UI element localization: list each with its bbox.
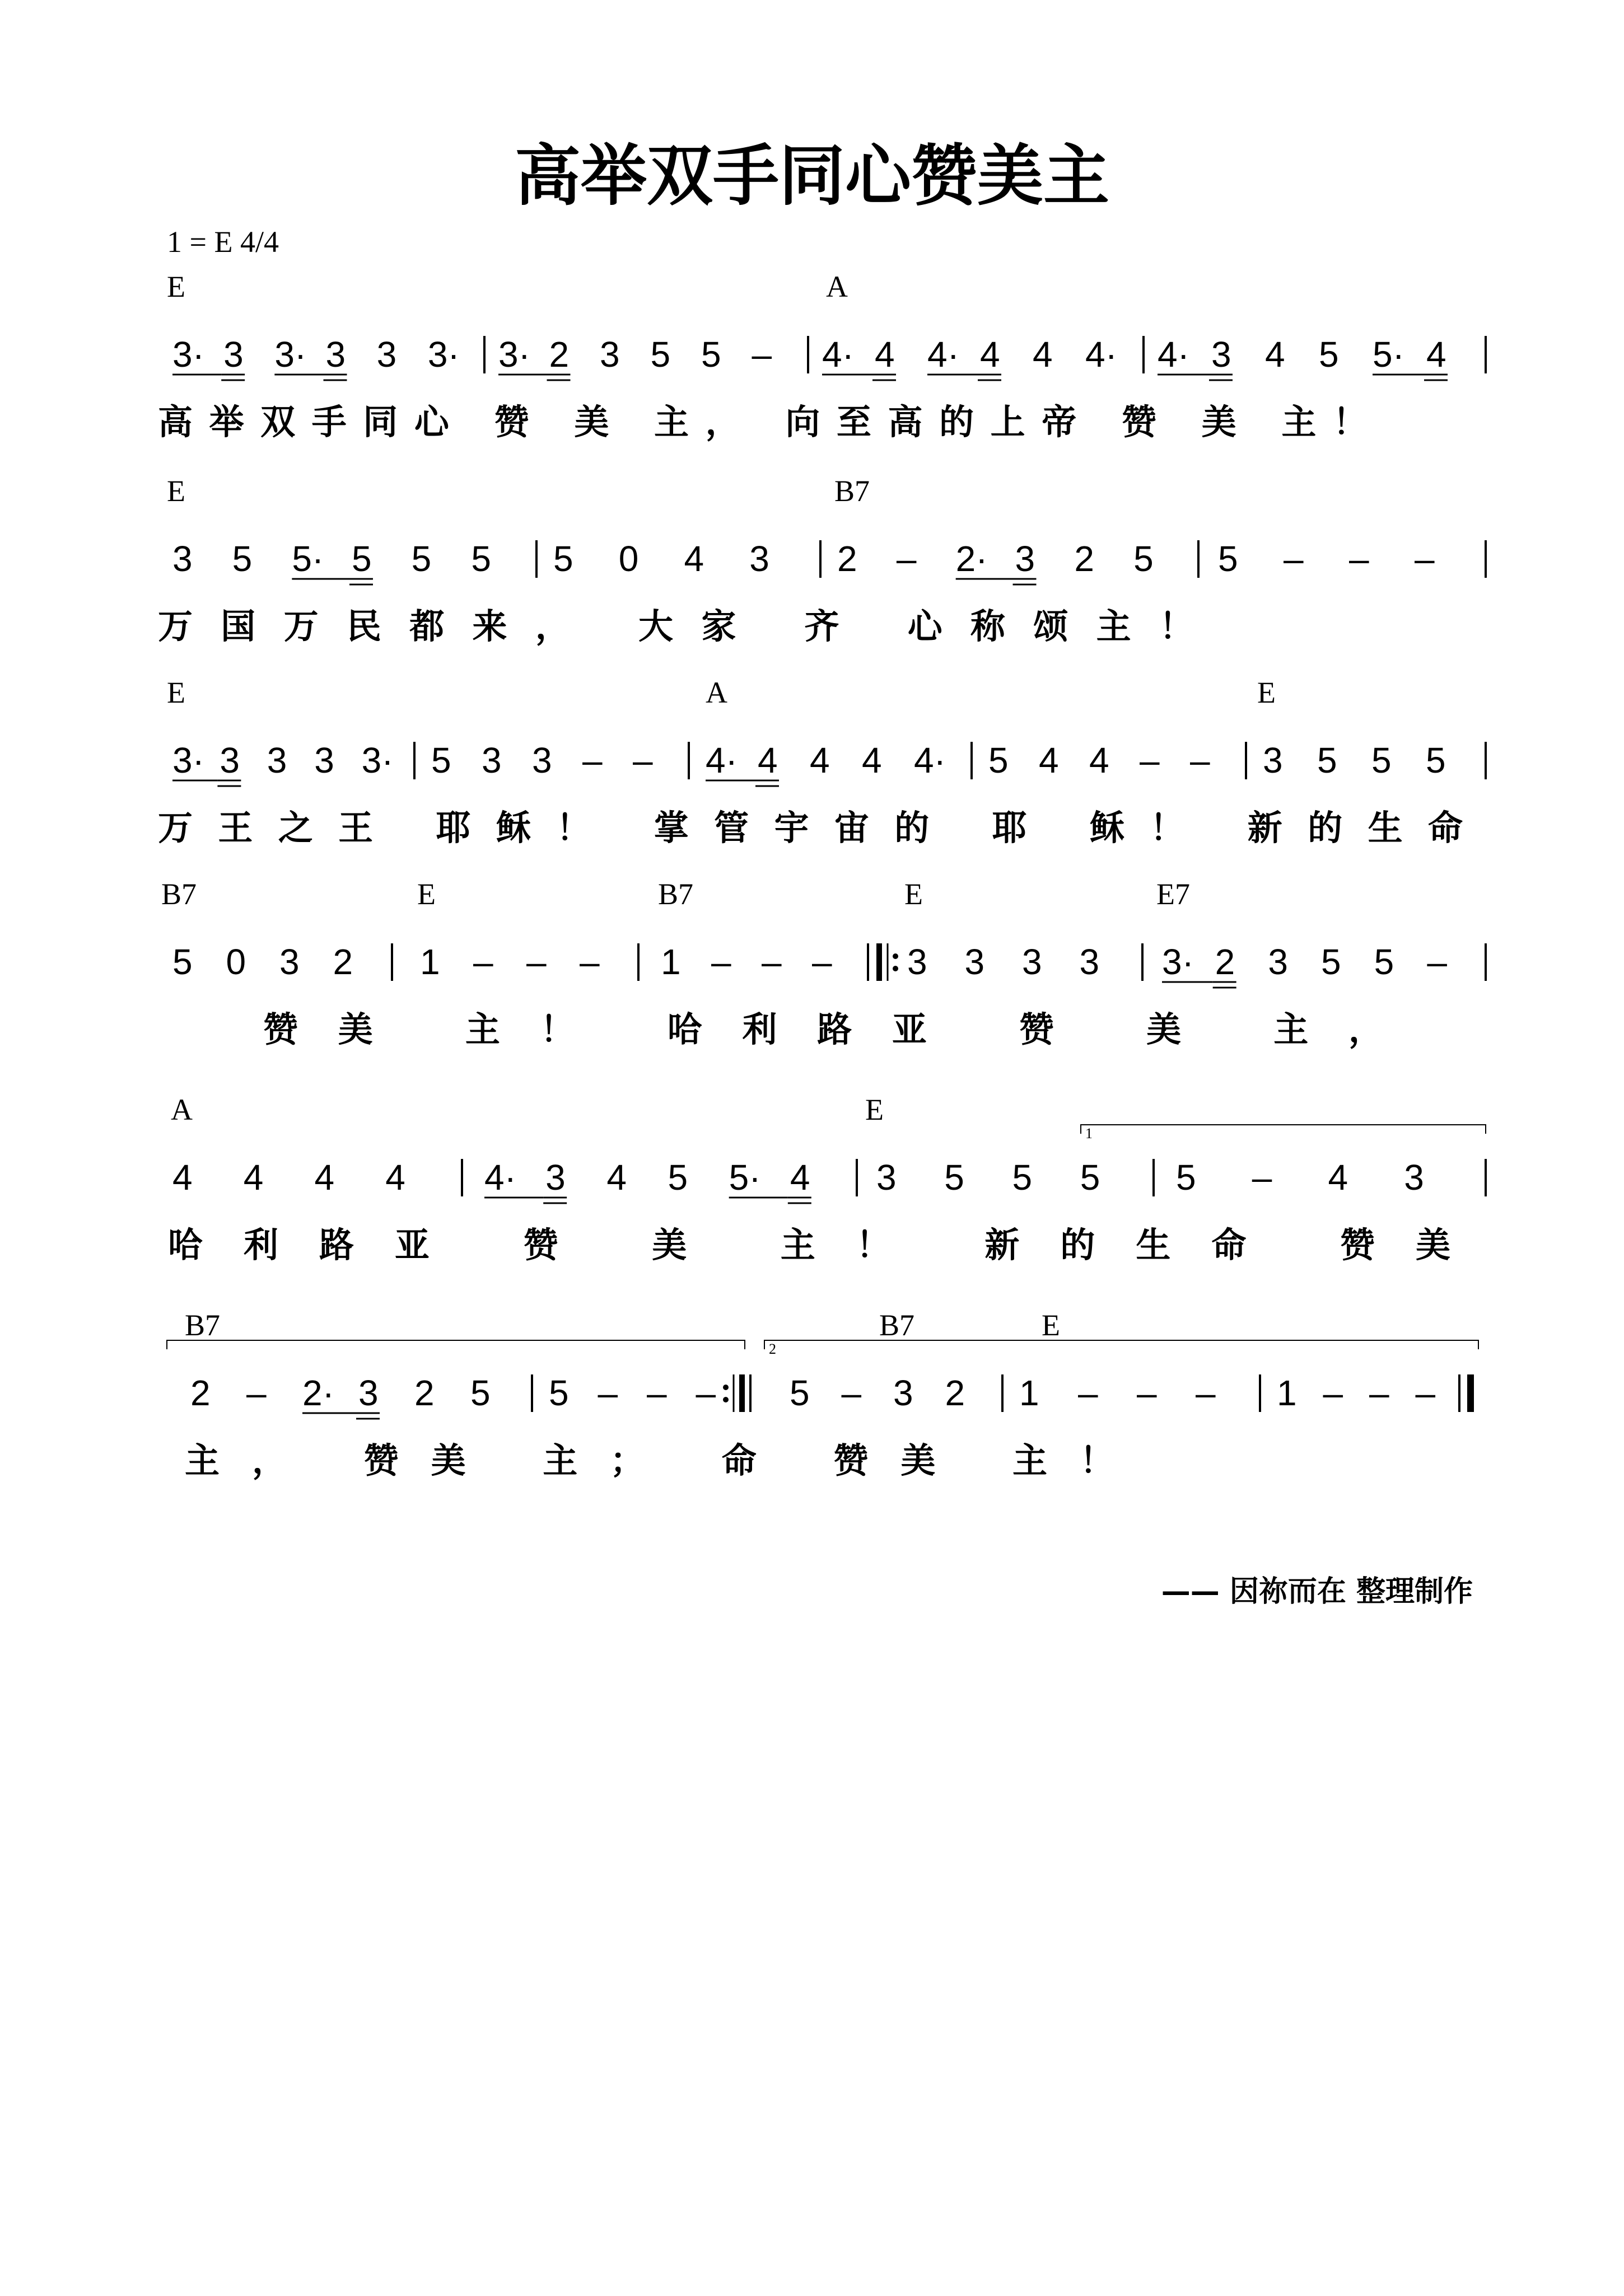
repeat-dot xyxy=(723,1385,729,1390)
note-digit: 0 xyxy=(226,942,246,982)
note-digit: 2 xyxy=(945,1373,965,1413)
volta-number: 1 xyxy=(1085,1125,1093,1142)
note-digit: 3 xyxy=(325,334,346,375)
note-digit: 3 xyxy=(223,334,244,375)
dash-extension: – xyxy=(1415,1373,1436,1413)
dash-extension: – xyxy=(711,942,731,982)
score-row xyxy=(158,270,1486,442)
note-digit: 2· xyxy=(955,539,988,579)
note-digit: 3 xyxy=(1015,539,1035,579)
note-digit: 4 xyxy=(1039,740,1059,780)
note-digit: 4· xyxy=(1158,334,1189,375)
score-rows xyxy=(158,270,1486,1481)
note-digit: 2 xyxy=(837,539,857,579)
chord-symbol: B7 xyxy=(185,1308,221,1342)
note-digit: 4 xyxy=(790,1157,810,1198)
note-digit: 4 xyxy=(1033,334,1053,375)
note-digit: 3 xyxy=(1079,942,1100,982)
note-digit: 2 xyxy=(333,942,353,982)
note-digit: 3 xyxy=(893,1373,913,1413)
note-digit: 5· xyxy=(1373,334,1404,375)
note-digit: 4 xyxy=(606,1157,627,1198)
note-digit: 4 xyxy=(862,740,882,780)
note-digit: 3· xyxy=(172,334,204,375)
dash-extension: – xyxy=(598,1373,618,1413)
repeat-dot xyxy=(893,953,898,959)
chord-symbol: E xyxy=(1257,676,1276,709)
lyric-line: 万国万民都来， 大家 齐 心称颂主！ xyxy=(158,606,1194,647)
note-digit: 3 xyxy=(279,942,300,982)
note-digit: 3 xyxy=(172,539,193,579)
dash-extension: – xyxy=(526,942,547,982)
note-digit: 5 xyxy=(1176,1157,1196,1198)
dash-extension: – xyxy=(1427,942,1447,982)
note-digit: 5 xyxy=(988,740,1009,780)
chord-symbol: B7 xyxy=(161,877,197,911)
note-digit: 4· xyxy=(927,334,959,375)
note-digit: 5· xyxy=(292,539,324,579)
note-digit: 4 xyxy=(1265,334,1285,375)
dash-extension: – xyxy=(1369,1373,1389,1413)
chord-symbol: E xyxy=(167,474,185,508)
dash-extension: – xyxy=(752,334,772,375)
note-digit: 4 xyxy=(1426,334,1446,375)
note-digit: 3 xyxy=(1404,1157,1424,1198)
note-digit: 5 xyxy=(411,539,432,579)
note-digit: 5 xyxy=(1218,539,1238,579)
lyric-line: 哈利路亚 赞 美 主！ 新的生命 赞美 xyxy=(168,1224,1450,1265)
note-digit: 3 xyxy=(1268,942,1288,982)
volta-bracket xyxy=(1081,1125,1486,1134)
note-digit: 3 xyxy=(964,942,985,982)
note-digit: 5 xyxy=(1080,1157,1100,1198)
note-digit: 2 xyxy=(190,1373,211,1413)
chord-symbol: E xyxy=(1042,1308,1060,1342)
note-digit: 5· xyxy=(729,1157,761,1198)
note-digit: 4 xyxy=(314,1157,335,1198)
note-digit: 5 xyxy=(1319,334,1339,375)
dash-extension: – xyxy=(696,1373,716,1413)
chord-symbol: B7 xyxy=(879,1308,915,1342)
dash-extension: – xyxy=(1284,539,1304,579)
note-digit: 1 xyxy=(1277,1373,1297,1413)
dash-extension: – xyxy=(582,740,603,780)
dash-extension: – xyxy=(1323,1373,1343,1413)
score-row xyxy=(158,474,1486,647)
note-digit: 5 xyxy=(1133,539,1154,579)
note-digit: 5 xyxy=(701,334,721,375)
note-digit: 3· xyxy=(361,740,394,780)
note-digit: 3 xyxy=(267,740,287,780)
note-digit: 2· xyxy=(302,1373,334,1413)
dash-extension: – xyxy=(1190,740,1210,780)
note-digit: 5 xyxy=(1371,740,1392,780)
final-bar-thick xyxy=(1467,1374,1474,1412)
note-digit: 3 xyxy=(876,1157,897,1198)
dash-extension: – xyxy=(473,942,493,982)
note-digit: 3· xyxy=(427,334,460,375)
note-digit: 5 xyxy=(232,539,253,579)
note-digit: 3 xyxy=(532,740,552,780)
chord-symbol: A xyxy=(706,676,727,709)
note-digit: 4· xyxy=(914,740,946,780)
dash-extension: – xyxy=(841,1373,862,1413)
chord-symbol: B7 xyxy=(658,877,694,911)
note-digit: 5 xyxy=(471,539,491,579)
dash-extension: – xyxy=(1140,740,1160,780)
dash-extension: – xyxy=(633,740,653,780)
song-title: 高举双手同心赞美主 xyxy=(514,137,1110,214)
note-digit: 3 xyxy=(482,740,502,780)
repeat-dot xyxy=(723,1397,729,1402)
note-digit: 3 xyxy=(600,334,620,375)
score-row xyxy=(167,1308,1478,1481)
note-digit: 1 xyxy=(1019,1373,1039,1413)
note-digit: 4 xyxy=(758,740,778,780)
lyric-line: 万王之王 耶稣！ 掌管宇宙的 耶 稣！ 新的生命 xyxy=(158,807,1463,848)
note-digit: 3 xyxy=(1022,942,1042,982)
note-digit: 5 xyxy=(1426,740,1446,780)
score-row xyxy=(161,877,1486,1050)
note-digit: 5 xyxy=(650,334,671,375)
note-digit: 5 xyxy=(172,942,193,982)
repeat-start-thick xyxy=(876,943,882,981)
volta-bracket xyxy=(764,1340,1478,1349)
note-digit: 1 xyxy=(661,942,681,982)
note-digit: 5 xyxy=(431,740,451,780)
chord-symbol: A xyxy=(826,270,848,303)
chord-symbol: A xyxy=(171,1093,193,1126)
note-digit: 1 xyxy=(420,942,440,982)
note-digit: 5 xyxy=(944,1157,964,1198)
dash-extension: – xyxy=(1137,1373,1157,1413)
note-digit: 2 xyxy=(414,1373,435,1413)
chord-symbol: E xyxy=(417,877,436,911)
note-digit: 3· xyxy=(172,740,204,780)
note-digit: 3 xyxy=(545,1157,566,1198)
note-digit: 5 xyxy=(470,1373,491,1413)
dash-extension: – xyxy=(647,1373,667,1413)
volta-number: 2 xyxy=(769,1341,776,1357)
repeat-dot xyxy=(893,966,898,971)
dash-extension: – xyxy=(1078,1373,1098,1413)
note-digit: 3 xyxy=(358,1373,379,1413)
note-digit: 4 xyxy=(172,1157,193,1198)
chord-symbol: E xyxy=(167,270,185,303)
note-digit: 5 xyxy=(1321,942,1341,982)
note-digit: 4 xyxy=(385,1157,405,1198)
note-digit: 2 xyxy=(1215,942,1235,982)
note-digit: 3 xyxy=(220,740,240,780)
note-digit: 3· xyxy=(498,334,530,375)
chord-symbol: B7 xyxy=(834,474,870,508)
note-digit: 4 xyxy=(1328,1157,1348,1198)
chord-symbol: E xyxy=(904,877,923,911)
note-digit: 4 xyxy=(875,334,895,375)
dash-extension: – xyxy=(896,539,917,579)
note-digit: 4 xyxy=(1089,740,1109,780)
note-digit: 3 xyxy=(907,942,927,982)
dash-extension: – xyxy=(246,1373,267,1413)
note-digit: 5 xyxy=(1374,942,1394,982)
note-digit: 3 xyxy=(1263,740,1283,780)
note-digit: 2 xyxy=(1074,539,1094,579)
key-signature: 1 = E 4/4 xyxy=(167,225,279,259)
volta-bracket xyxy=(167,1340,745,1349)
note-digit: 5 xyxy=(549,1373,569,1413)
note-digit: 5 xyxy=(790,1373,810,1413)
note-digit: 3 xyxy=(1211,334,1231,375)
note-digit: 3 xyxy=(376,334,397,375)
dash-extension: – xyxy=(1415,539,1435,579)
note-digit: 4 xyxy=(684,539,704,579)
note-digit: 4· xyxy=(1085,334,1117,375)
dash-extension: – xyxy=(762,942,782,982)
chord-symbol: E7 xyxy=(1156,877,1190,911)
note-digit: 3 xyxy=(314,740,334,780)
note-digit: 0 xyxy=(618,539,639,579)
note-digit: 4 xyxy=(810,740,830,780)
note-digit: 4· xyxy=(706,740,738,780)
note-digit: 3· xyxy=(274,334,307,375)
note-digit: 4 xyxy=(243,1157,264,1198)
dash-extension: – xyxy=(580,942,600,982)
note-digit: 3 xyxy=(749,539,769,579)
note-digit: 5 xyxy=(668,1157,688,1198)
note-digit: 4· xyxy=(822,334,854,375)
score-row xyxy=(168,1093,1486,1265)
note-digit: 3· xyxy=(1162,942,1194,982)
note-digit: 5 xyxy=(1012,1157,1033,1198)
lyric-line: 高举双手同心 赞 美 主， 向至高的上帝 赞 美 主！ xyxy=(158,401,1368,442)
note-digit: 4· xyxy=(484,1157,516,1198)
dash-extension: – xyxy=(1252,1157,1272,1198)
credit-line: —— 因祢而在 整理制作 xyxy=(1161,1575,1473,1608)
score-row xyxy=(158,676,1486,848)
dash-extension: – xyxy=(1196,1373,1216,1413)
lyric-line: 主， 赞美 主； 命 赞美 主！ xyxy=(185,1440,1114,1481)
dash-extension: – xyxy=(812,942,832,982)
lyric-line: 赞美 主！ 哈利路亚 赞 美 主， xyxy=(263,1009,1383,1050)
note-digit: 5 xyxy=(553,539,573,579)
chord-symbol: E xyxy=(865,1093,884,1126)
chord-symbol: E xyxy=(167,676,185,709)
note-digit: 2 xyxy=(549,334,570,375)
note-digit: 5 xyxy=(1317,740,1337,780)
note-digit: 5 xyxy=(352,539,372,579)
repeat-end-thick xyxy=(739,1374,745,1412)
note-digit: 4 xyxy=(980,334,1000,375)
dash-extension: – xyxy=(1349,539,1369,579)
